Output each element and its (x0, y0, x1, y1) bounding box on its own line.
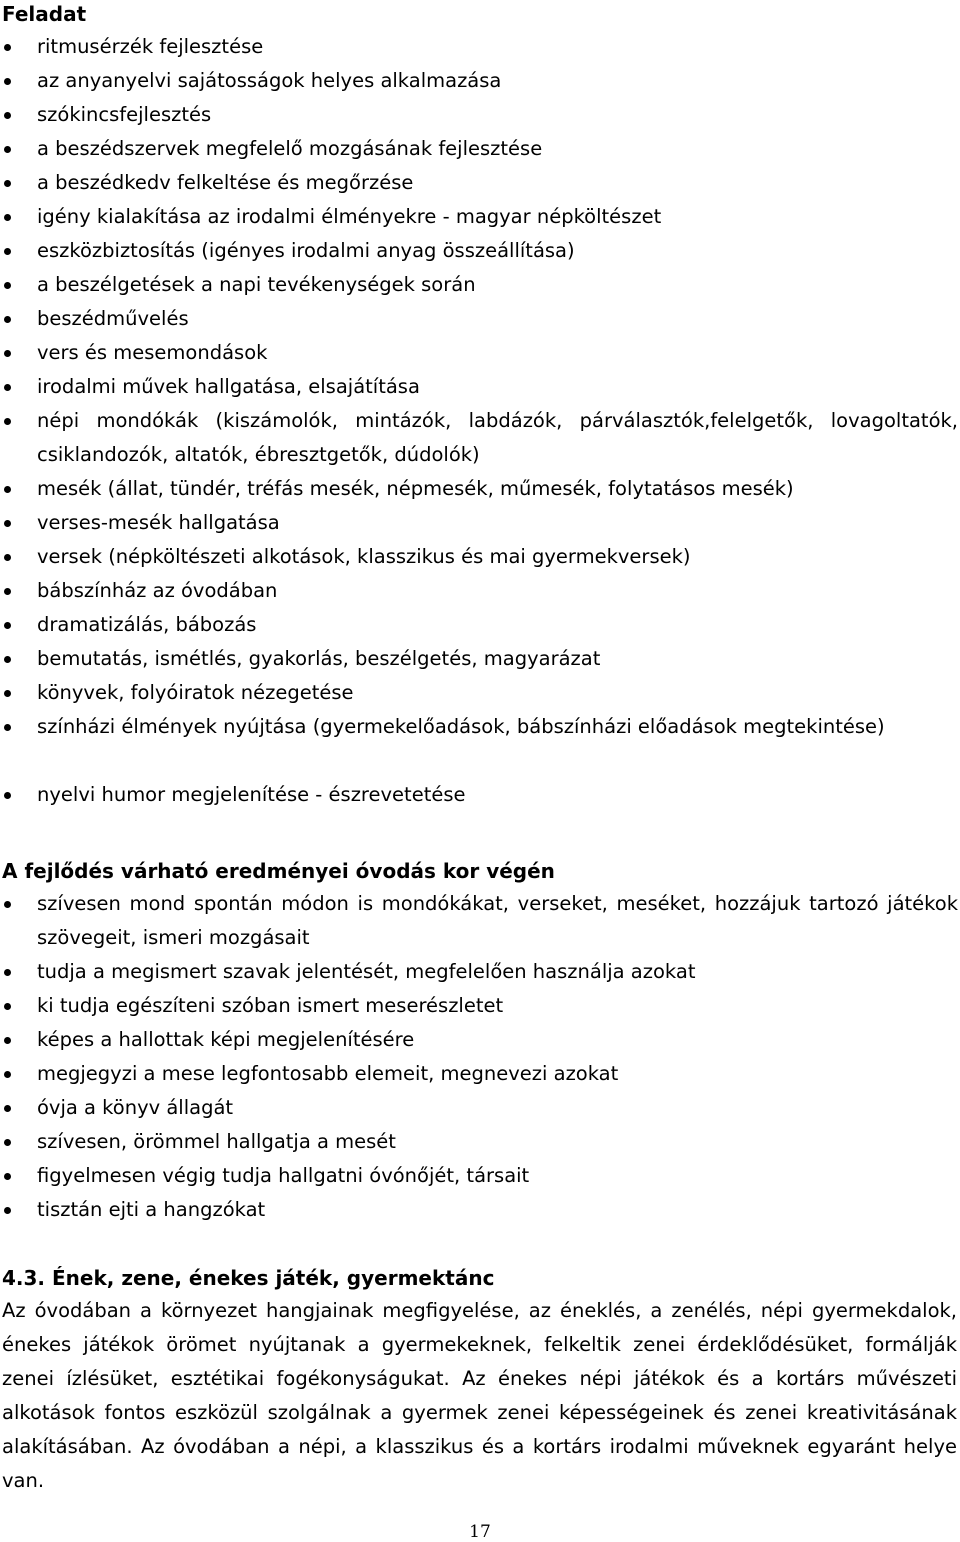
bullet-icon (4, 1105, 11, 1112)
list-item: képes a hallottak képi megjelenítésére (0, 1023, 960, 1057)
bullet-icon (4, 78, 11, 85)
list-item: mesék (állat, tündér, tréfás mesék, népmesék, műmesék, folytatásos mesék) (0, 472, 960, 506)
bullet-icon (4, 656, 11, 663)
list-item: szókincsfejlesztés (0, 98, 960, 132)
bullet-icon (4, 554, 11, 561)
bullet-icon (4, 969, 11, 976)
bullet-icon (4, 1139, 11, 1146)
bullet-icon (4, 588, 11, 595)
section-title-results: A fejlődés várható eredményei óvodás kor végén (2, 859, 555, 883)
bullet-icon (4, 724, 11, 731)
page-number: 17 (469, 1522, 491, 1542)
bullet-icon (4, 180, 11, 187)
bullet-icon (4, 486, 11, 493)
list-item: tisztán ejti a hangzókat (0, 1193, 960, 1227)
bullet-icon (4, 792, 11, 799)
list-item: beszédművelés (0, 302, 960, 336)
bullet-icon (4, 350, 11, 357)
list-item: színházi élmények nyújtása (gyermekelőadások, bábszínházi előadások megtekintése) (0, 710, 960, 778)
bullet-icon (4, 418, 11, 425)
list-item: a beszédszervek megfelelő mozgásának fejlesztése (0, 132, 960, 166)
list-item: szívesen mond spontán módon is mondókákat, verseket, meséket, hozzájuk tartozó játékok szövegeit, ismeri mozgásait (0, 887, 960, 955)
list-item: megjegyzi a mese legfontosabb elemeit, megnevezi azokat (0, 1057, 960, 1091)
list-item: figyelmesen végig tudja hallgatni óvónőjét, társait (0, 1159, 960, 1193)
list-item: dramatizálás, bábozás (0, 608, 960, 642)
list-item: a beszélgetések a napi tevékenységek során (0, 268, 960, 302)
list-item: népi mondókák (kiszámolók, mintázók, labdázók, párválasztók,felelgetők, lovagoltatók, csiklandozók, altatók, ébresztgetők, dúdolók) (0, 404, 960, 472)
list-item: nyelvi humor megjelenítése - észrevetetése (0, 778, 960, 812)
list-item: az anyanyelvi sajátosságok helyes alkalmazása (0, 64, 960, 98)
bullet-icon (4, 1207, 11, 1214)
list-item: a beszédkedv felkeltése és megőrzése (0, 166, 960, 200)
bullet-icon (4, 1173, 11, 1180)
bullet-icon (4, 1037, 11, 1044)
list-item: vers és mesemondások (0, 336, 960, 370)
list-item: versek (népköltészeti alkotások, klasszikus és mai gyermekversek) (0, 540, 960, 574)
list-item: eszközbiztosítás (igényes irodalmi anyag összeállítása) (0, 234, 960, 268)
list-item: ritmusérzék fejlesztése (0, 30, 960, 64)
bullet-icon (4, 1003, 11, 1010)
task-list (0, 30, 960, 812)
list-item: óvja a könyv állagát (0, 1091, 960, 1125)
bullet-icon (4, 112, 11, 119)
list-item: irodalmi művek hallgatása, elsajátítása (0, 370, 960, 404)
section-title-music: 4.3. Ének, zene, énekes játék, gyermektánc (2, 1266, 495, 1290)
bullet-icon (4, 690, 11, 697)
list-item: tudja a megismert szavak jelentését, megfelelően használja azokat (0, 955, 960, 989)
list-item: könyvek, folyóiratok nézegetése (0, 676, 960, 710)
bullet-icon (4, 44, 11, 51)
section-title-feladat: Feladat (2, 2, 87, 26)
bullet-icon (4, 622, 11, 629)
list-item: verses-mesék hallgatása (0, 506, 960, 540)
list-item: igény kialakítása az irodalmi élményekre - magyar népköltészet (0, 200, 960, 234)
list-item: bábszínház az óvodában (0, 574, 960, 608)
bullet-icon (4, 316, 11, 323)
music-paragraph: Az óvodában a környezet hangjainak megfigyelése, az éneklés, a zenélés, népi gyermekdalok, énekes játékok örömet nyújtanak a gyermekeknek, felkeltik zenei érdeklődésüket, formálják zenei ízlésüket, esztétikai fogékonyságukat. Az énekes népi játékok és a kortárs művészeti alkotások fontos eszközül szolgálnak a gyermek zenei képességeinek és zenei kreativitásának alakításában. Az óvodában a népi, a klasszikus és a kortárs irodalmi műveknek egyaránt helye van. (2, 1299, 957, 1492)
bullet-icon (4, 1071, 11, 1078)
list-item: ki tudja egészíteni szóban ismert meserészletet (0, 989, 960, 1023)
list-item: szívesen, örömmel hallgatja a mesét (0, 1125, 960, 1159)
bullet-icon (4, 248, 11, 255)
list-item: bemutatás, ismétlés, gyakorlás, beszélgetés, magyarázat (0, 642, 960, 676)
bullet-icon (4, 520, 11, 527)
results-list (0, 887, 960, 1227)
bullet-icon (4, 214, 11, 221)
bullet-icon (4, 901, 11, 908)
bullet-icon (4, 282, 11, 289)
bullet-icon (4, 146, 11, 153)
bullet-icon (4, 384, 11, 391)
